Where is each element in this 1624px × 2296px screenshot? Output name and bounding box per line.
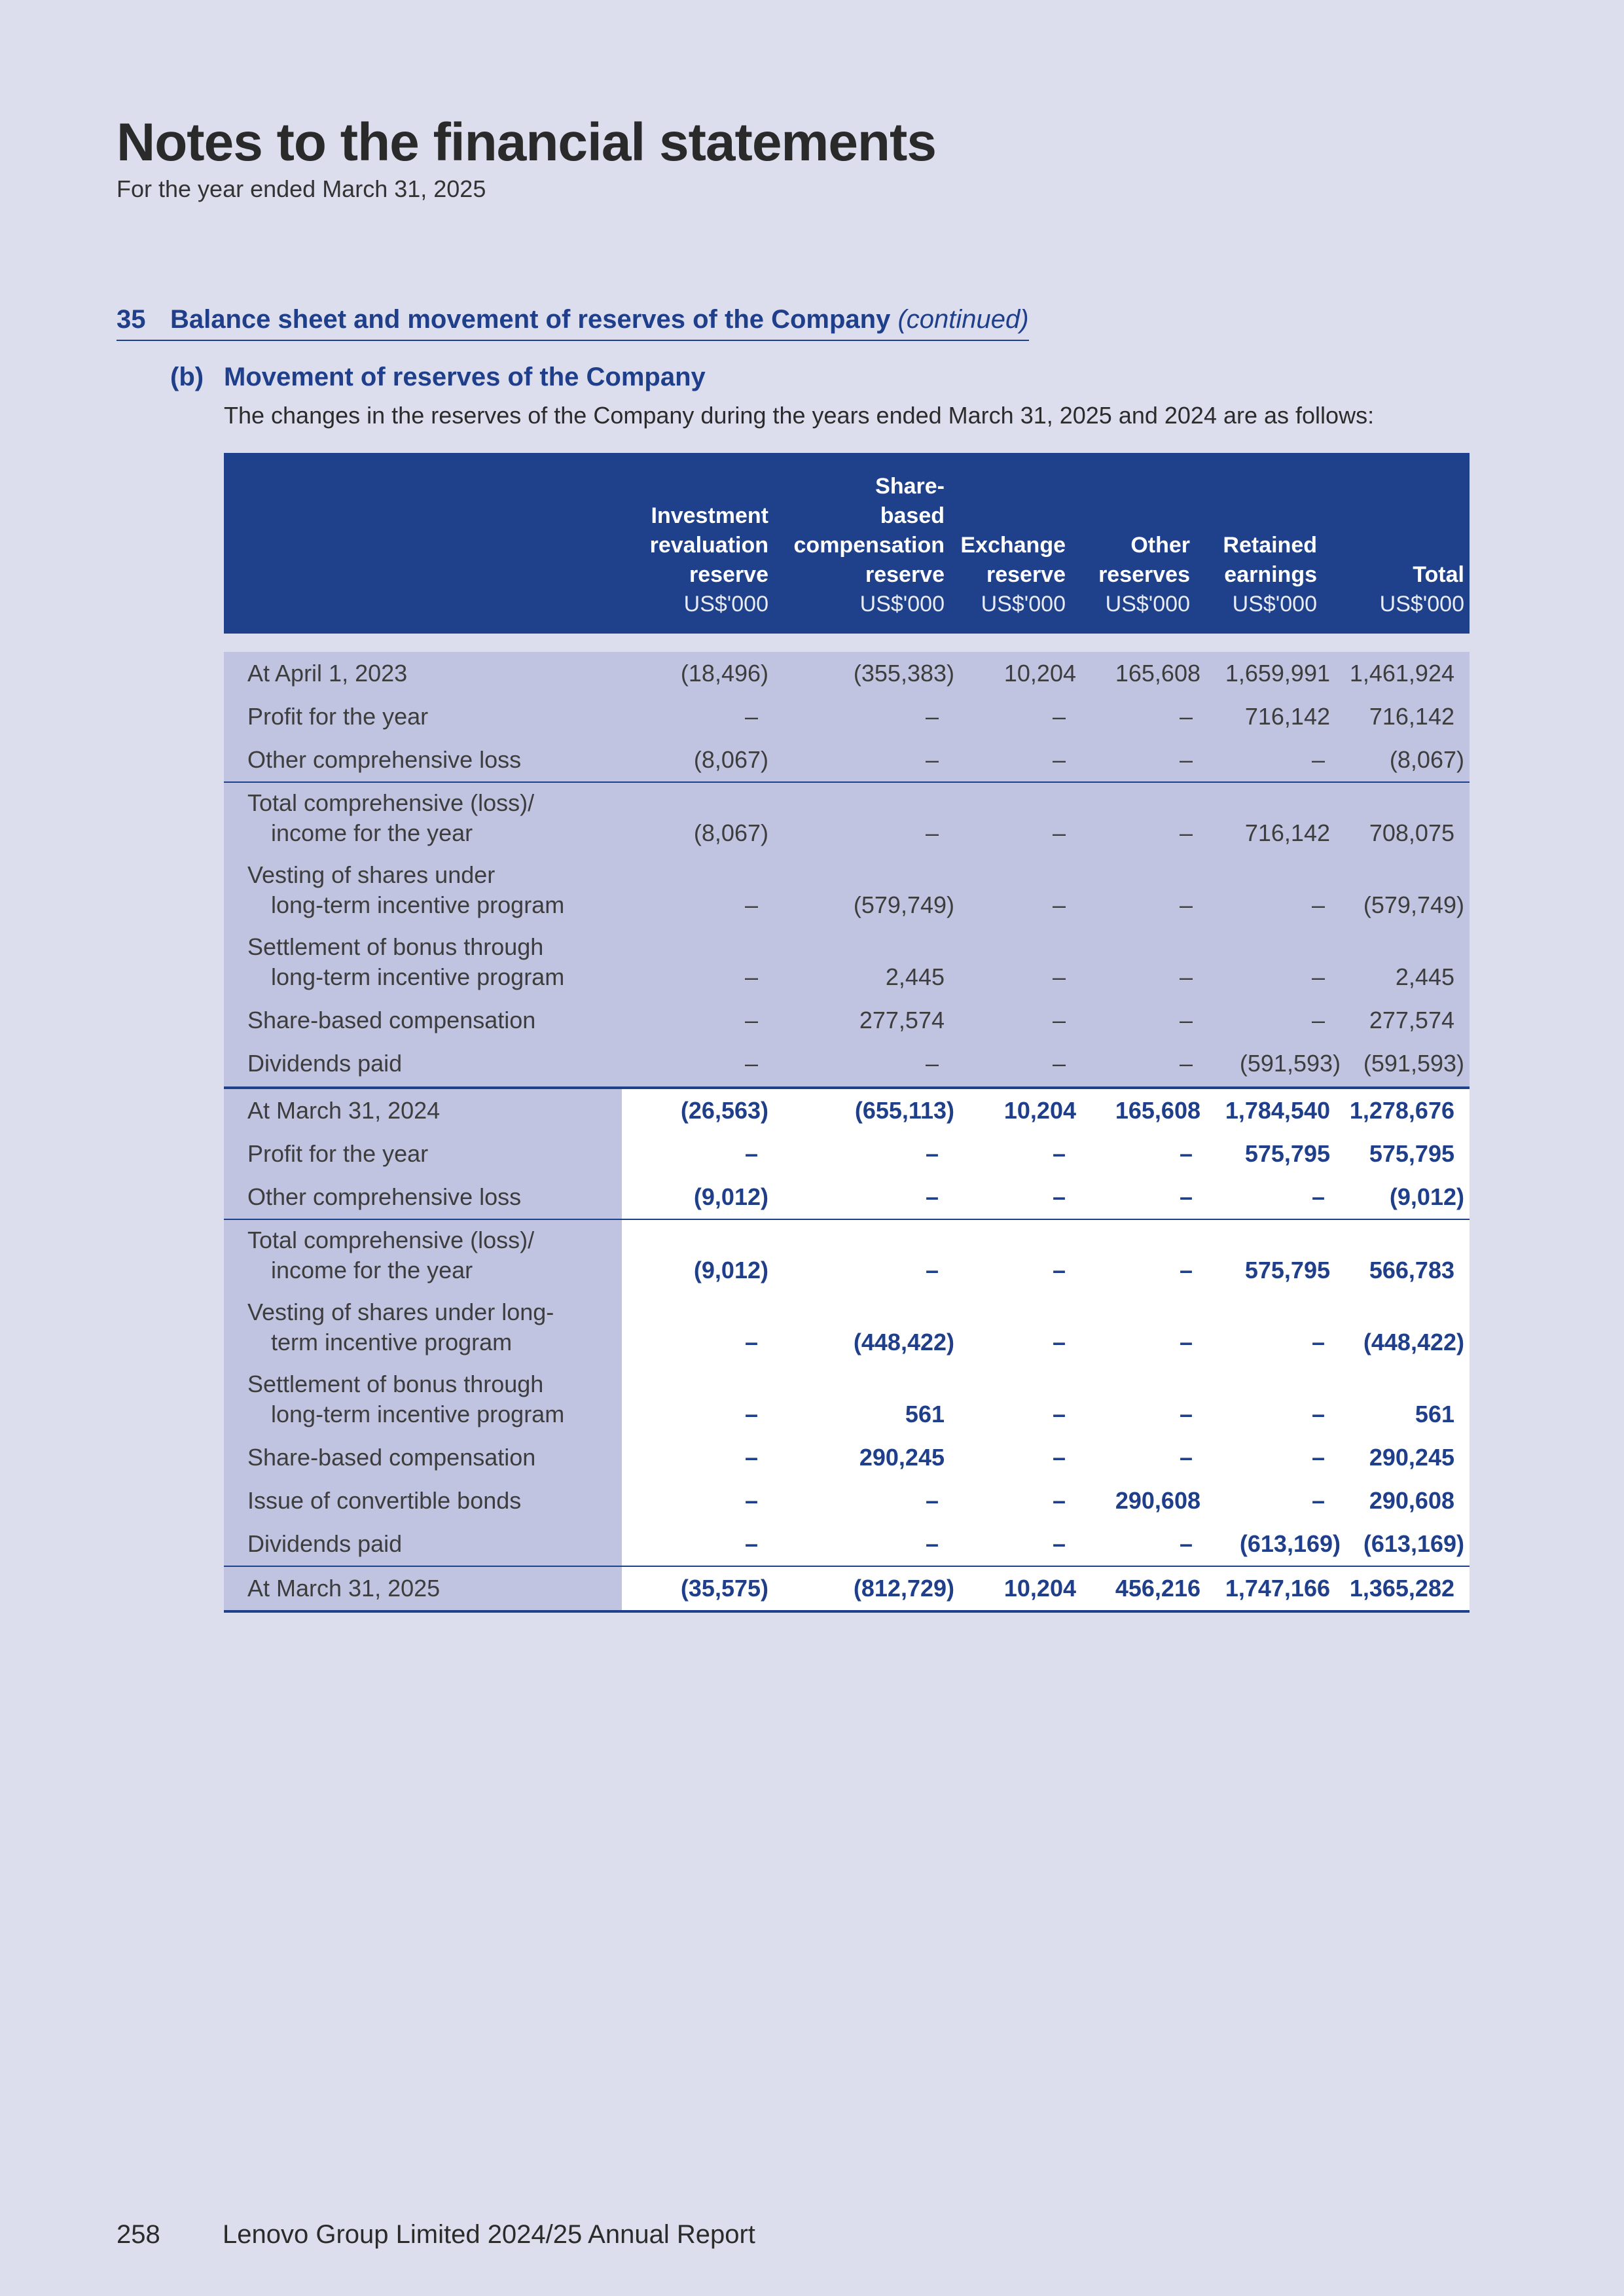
cell-value: (591,593) xyxy=(1363,1050,1464,1077)
row-label-line: Total comprehensive (loss)/ xyxy=(247,789,535,816)
cell-value: 10,204 xyxy=(1003,660,1076,687)
table-row xyxy=(224,1089,1470,1132)
cell-value: 575,795 xyxy=(1244,1140,1330,1167)
cell-value: – xyxy=(1179,891,1193,918)
column-unit: US$'000 xyxy=(859,592,945,617)
cell-value: 708,075 xyxy=(1369,819,1454,846)
cell-value: – xyxy=(1052,1401,1066,1427)
cell-value: – xyxy=(744,1007,758,1033)
cell-value: – xyxy=(925,1050,939,1077)
cell-value: 277,574 xyxy=(859,1007,945,1033)
cell-value: 716,142 xyxy=(1369,703,1454,730)
cell-value: – xyxy=(1052,963,1066,990)
cell-value: – xyxy=(1052,1140,1066,1167)
cell-value: (35,575) xyxy=(680,1575,768,1602)
cell-value: – xyxy=(1179,1007,1193,1033)
cell-value: – xyxy=(1052,1329,1066,1355)
cell-value: 1,747,166 xyxy=(1225,1575,1330,1602)
column-header-line: Exchange xyxy=(960,533,1066,558)
cell-value: – xyxy=(1311,746,1325,773)
cell-value: 1,365,282 xyxy=(1349,1575,1454,1602)
cell-value: 290,245 xyxy=(859,1444,945,1471)
row-label-line: Share-based compensation xyxy=(247,1444,536,1471)
column-header xyxy=(1380,560,1464,619)
cell-value: – xyxy=(1052,1257,1066,1283)
cell-value: 456,216 xyxy=(1115,1575,1200,1602)
cell-value: (591,593) xyxy=(1239,1050,1341,1077)
row-label-line: long-term incentive program xyxy=(271,963,565,990)
cell-value: – xyxy=(1052,1050,1066,1077)
cell-value: 561 xyxy=(1415,1401,1454,1427)
cell-value: – xyxy=(1179,1444,1193,1471)
cell-value: 716,142 xyxy=(1244,703,1330,730)
cell-value: (655,113) xyxy=(854,1097,954,1124)
row-label xyxy=(247,1364,564,1436)
table-row xyxy=(224,999,1470,1042)
table-row xyxy=(224,855,1470,927)
table-row xyxy=(224,652,1470,695)
page-number: 258 xyxy=(117,2220,160,2249)
row-label xyxy=(247,652,407,695)
table-row xyxy=(224,1220,1470,1292)
subsection-heading xyxy=(170,363,706,392)
row-label-line: At April 1, 2023 xyxy=(247,660,408,687)
row-label-line: long-term incentive program xyxy=(271,1401,565,1427)
cell-value: 10,204 xyxy=(1003,1575,1076,1602)
cell-value: – xyxy=(744,1050,758,1077)
table-row xyxy=(224,695,1470,738)
cell-value: 1,278,676 xyxy=(1349,1097,1454,1124)
row-label-line: Dividends paid xyxy=(247,1050,403,1077)
cell-value: (579,749) xyxy=(853,891,954,918)
column-header-line: reserves xyxy=(1098,562,1190,587)
column-header-line: reserve xyxy=(865,562,945,587)
cell-value: 1,784,540 xyxy=(1225,1097,1330,1124)
cell-value: – xyxy=(925,746,939,773)
page-subtitle: For the year ended March 31, 2025 xyxy=(117,175,486,202)
column-header-line: earnings xyxy=(1224,562,1317,587)
row-label-line: Total comprehensive (loss)/ xyxy=(247,1227,535,1253)
row-label xyxy=(247,783,534,855)
table-row xyxy=(224,783,1470,855)
cell-value: – xyxy=(925,1183,939,1210)
row-label xyxy=(247,1567,440,1610)
cell-value: 165,608 xyxy=(1115,660,1200,687)
cell-value: 1,659,991 xyxy=(1225,660,1330,687)
cell-value: – xyxy=(744,1140,758,1167)
cell-value: (9,012) xyxy=(693,1257,768,1283)
subsection-label: (b) xyxy=(170,363,204,391)
column-unit: US$'000 xyxy=(981,592,1066,617)
cell-value: (613,169) xyxy=(1363,1530,1464,1557)
cell-value: (9,012) xyxy=(693,1183,768,1210)
column-header-line: Share- xyxy=(875,474,945,499)
table-header xyxy=(224,453,1470,634)
cell-value: – xyxy=(744,963,758,990)
table-bottom-rule xyxy=(224,1610,1470,1613)
row-label-line: long-term incentive program xyxy=(271,891,565,918)
table-row xyxy=(224,1042,1470,1085)
table-section-2025 xyxy=(224,1089,1470,1566)
cell-value: – xyxy=(925,1530,939,1557)
cell-value: 2,445 xyxy=(1395,963,1454,990)
row-label-line: Other comprehensive loss xyxy=(247,1183,522,1210)
table-row xyxy=(224,927,1470,999)
cell-value: – xyxy=(1311,1444,1325,1471)
row-label-line: Vesting of shares under xyxy=(247,861,496,888)
subsection-title: Movement of reserves of the Company xyxy=(224,363,706,391)
intro-text: The changes in the reserves of the Company during the years ended March 31, 2025 and 2024 are as follows: xyxy=(224,402,1375,429)
cell-value: – xyxy=(744,1401,758,1427)
column-unit: US$'000 xyxy=(1379,592,1464,617)
row-label-line: income for the year xyxy=(271,819,473,846)
cell-value: – xyxy=(925,703,939,730)
cell-value: – xyxy=(744,1329,758,1355)
cell-value: – xyxy=(925,1140,939,1167)
row-label xyxy=(247,999,535,1042)
row-label xyxy=(247,738,521,781)
cell-value: (18,496) xyxy=(680,660,768,687)
row-label xyxy=(247,1522,402,1566)
cell-value: – xyxy=(1052,819,1066,846)
cell-value: – xyxy=(1179,1401,1193,1427)
table-section-2024 xyxy=(224,652,1470,1086)
table-body xyxy=(224,652,1470,1613)
table-row xyxy=(224,1175,1470,1219)
cell-value: – xyxy=(925,1257,939,1283)
cell-value: – xyxy=(744,703,758,730)
row-label-line: At March 31, 2025 xyxy=(247,1575,441,1602)
cell-value: – xyxy=(744,1530,758,1557)
row-label xyxy=(247,695,428,738)
cell-value: 1,461,924 xyxy=(1349,660,1454,687)
cell-value: (448,422) xyxy=(1363,1329,1464,1355)
cell-value: – xyxy=(744,1487,758,1514)
section-continued: (continued) xyxy=(897,305,1029,334)
cell-value: – xyxy=(1179,703,1193,730)
cell-value: (26,563) xyxy=(680,1097,768,1124)
column-header xyxy=(1098,531,1190,619)
cell-value: 165,608 xyxy=(1115,1097,1200,1124)
column-header xyxy=(794,472,945,619)
cell-value: – xyxy=(1052,1007,1066,1033)
cell-value: (613,169) xyxy=(1239,1530,1341,1557)
column-header-line: revaluation xyxy=(649,533,768,558)
cell-value: (8,067) xyxy=(693,819,768,846)
row-label xyxy=(247,927,564,999)
row-label-line: term incentive program xyxy=(271,1329,513,1355)
row-label xyxy=(247,1479,521,1522)
cell-value: – xyxy=(1179,1329,1193,1355)
table-row xyxy=(224,1132,1470,1175)
cell-value: – xyxy=(1052,703,1066,730)
column-header-line: reserve xyxy=(689,562,768,587)
row-label xyxy=(247,855,564,927)
cell-value: – xyxy=(1052,1183,1066,1210)
cell-value: – xyxy=(744,891,758,918)
table-row xyxy=(224,1567,1470,1610)
cell-value: (579,749) xyxy=(1363,891,1464,918)
cell-value: 566,783 xyxy=(1369,1257,1454,1283)
column-header xyxy=(1223,531,1317,619)
table-row xyxy=(224,1364,1470,1436)
column-header xyxy=(650,501,768,619)
cell-value: – xyxy=(1052,1487,1066,1514)
column-unit: US$'000 xyxy=(1232,592,1317,617)
cell-value: (8,067) xyxy=(1389,746,1464,773)
table-row xyxy=(224,1522,1470,1566)
table-row xyxy=(224,738,1470,781)
cell-value: 2,445 xyxy=(885,963,945,990)
cell-value: – xyxy=(1311,963,1325,990)
row-label-line: Issue of convertible bonds xyxy=(247,1487,522,1514)
row-label-line: income for the year xyxy=(271,1257,473,1283)
cell-value: – xyxy=(744,1444,758,1471)
cell-value: (812,729) xyxy=(853,1575,954,1602)
cell-value: – xyxy=(1311,891,1325,918)
cell-value: – xyxy=(1179,1530,1193,1557)
cell-value: – xyxy=(1052,891,1066,918)
table-row xyxy=(224,1436,1470,1479)
column-unit: US$'000 xyxy=(683,592,768,617)
row-label-line: Profit for the year xyxy=(247,1140,429,1167)
cell-value: (8,067) xyxy=(693,746,768,773)
cell-value: (448,422) xyxy=(853,1329,954,1355)
column-header-line: Other xyxy=(1130,533,1190,558)
cell-value: 290,245 xyxy=(1369,1444,1454,1471)
row-label-line: Settlement of bonus through xyxy=(247,1371,544,1397)
reserves-table xyxy=(224,453,1470,1613)
row-label xyxy=(247,1220,534,1292)
cell-value: 561 xyxy=(905,1401,945,1427)
row-label-line: Other comprehensive loss xyxy=(247,746,522,773)
row-label xyxy=(247,1175,521,1219)
cell-value: 575,795 xyxy=(1244,1257,1330,1283)
cell-value: – xyxy=(1179,963,1193,990)
cell-value: – xyxy=(1052,746,1066,773)
cell-value: – xyxy=(1179,1140,1193,1167)
row-label-line: Settlement of bonus through xyxy=(247,933,544,960)
row-label-line: Share-based compensation xyxy=(247,1007,536,1033)
page-title: Notes to the financial statements xyxy=(117,113,936,172)
cell-value: – xyxy=(1179,819,1193,846)
column-header xyxy=(960,531,1066,619)
column-header-line: Investment xyxy=(651,503,768,528)
column-header-line: compensation xyxy=(793,533,945,558)
section-title: Balance sheet and movement of reserves of the Company xyxy=(170,305,891,334)
section-heading xyxy=(117,305,1029,341)
cell-value: – xyxy=(1179,746,1193,773)
cell-value: – xyxy=(1179,1050,1193,1077)
cell-value: – xyxy=(1311,1007,1325,1033)
column-header-line: Retained xyxy=(1223,533,1317,558)
row-label xyxy=(247,1089,440,1132)
cell-value: – xyxy=(925,1487,939,1514)
table-row xyxy=(224,1292,1470,1364)
cell-value: – xyxy=(1052,1444,1066,1471)
cell-value: – xyxy=(1311,1401,1325,1427)
cell-value: – xyxy=(1311,1183,1325,1210)
cell-value: 290,608 xyxy=(1115,1487,1200,1514)
cell-value: 575,795 xyxy=(1369,1140,1454,1167)
row-label-line: Vesting of shares under long- xyxy=(247,1299,554,1325)
column-header-line: Total xyxy=(1413,562,1464,587)
column-header-line: reserve xyxy=(986,562,1066,587)
cell-value: 716,142 xyxy=(1244,819,1330,846)
row-label xyxy=(247,1132,428,1175)
cell-value: (355,383) xyxy=(853,660,954,687)
cell-value: 10,204 xyxy=(1003,1097,1076,1124)
cell-value: – xyxy=(925,819,939,846)
publication-name: Lenovo Group Limited 2024/25 Annual Report xyxy=(223,2220,755,2249)
cell-value: – xyxy=(1179,1183,1193,1210)
cell-value: – xyxy=(1052,1530,1066,1557)
row-label xyxy=(247,1292,554,1364)
cell-value: – xyxy=(1311,1487,1325,1514)
cell-value: 290,608 xyxy=(1369,1487,1454,1514)
row-label xyxy=(247,1042,402,1085)
row-label-line: Profit for the year xyxy=(247,703,429,730)
row-label xyxy=(247,1436,535,1479)
section-number: 35 xyxy=(117,305,146,334)
page-footer xyxy=(117,2220,755,2250)
column-unit: US$'000 xyxy=(1105,592,1190,617)
row-label-line: At March 31, 2024 xyxy=(247,1097,441,1124)
cell-value: (9,012) xyxy=(1389,1183,1464,1210)
column-header-line: based xyxy=(880,503,945,528)
cell-value: – xyxy=(1311,1329,1325,1355)
row-label-line: Dividends paid xyxy=(247,1530,403,1557)
table-row xyxy=(224,1479,1470,1522)
cell-value: 277,574 xyxy=(1369,1007,1454,1033)
cell-value: – xyxy=(1179,1257,1193,1283)
